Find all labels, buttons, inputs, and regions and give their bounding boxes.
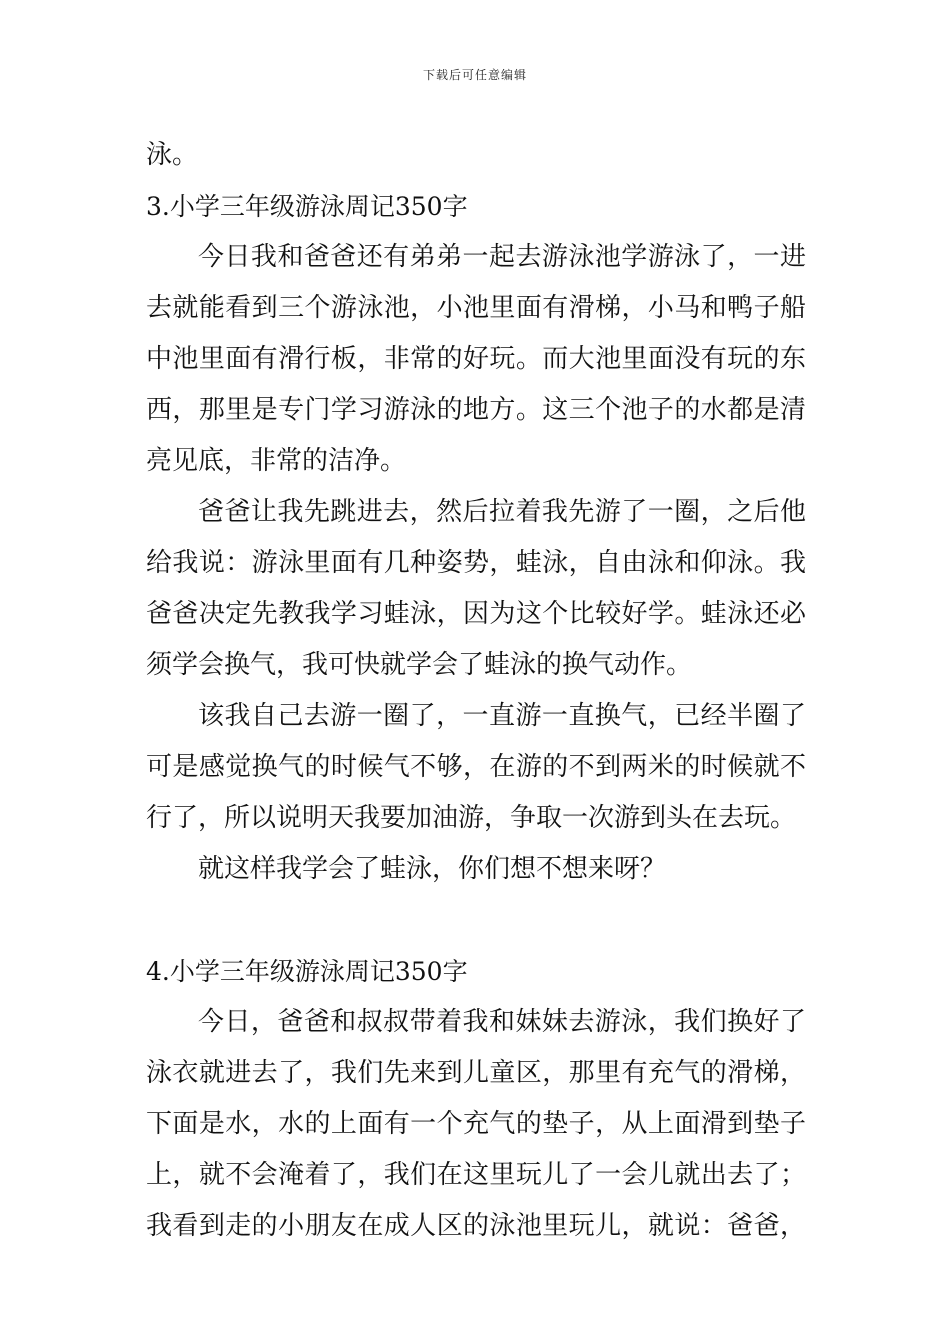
section-heading: 4.小学三年级游泳周记350字	[146, 957, 468, 986]
paragraph-line: 去就能看到三个游泳池，小池里面有滑梯，小马和鸭子船	[146, 293, 806, 323]
paragraph-line: 爸爸决定先教我学习蛙泳，因为这个比较好学。蛙泳还必	[146, 599, 806, 629]
page-header-note: 下载后可任意编辑	[422, 68, 527, 82]
paragraph-line: 给我说：游泳里面有几种姿势，蛙泳，自由泳和仰泳。我	[146, 548, 806, 578]
paragraph-line: 今日，爸爸和叔叔带着我和妹妹去游泳，我们换好了	[198, 1007, 806, 1037]
paragraph-line: 我看到走的小朋友在成人区的泳池里玩儿，就说：爸爸，	[146, 1211, 806, 1241]
paragraph-line: 爸爸让我先跳进去，然后拉着我先游了一圈，之后他	[198, 497, 806, 527]
paragraph-line: 今日我和爸爸还有弟弟一起去游泳池学游泳了，一进	[198, 242, 806, 272]
paragraph-line: 须学会换气，我可快就学会了蛙泳的换气动作。	[146, 650, 693, 680]
section-spacer	[146, 895, 806, 946]
paragraph-line: 亮见底，非常的洁净。	[146, 446, 407, 476]
paragraph-line: 下面是水，水的上面有一个充气的垫子，从上面滑到垫子	[146, 1109, 806, 1139]
paragraph-line: 可是感觉换气的时候气不够，在游的不到两米的时候就不	[146, 752, 806, 782]
paragraph-line: 行了，所以说明天我要加油游，争取一次游到头在去玩。	[146, 803, 797, 833]
paragraph-line: 西，那里是专门学习游泳的地方。这三个池子的水都是清	[146, 395, 806, 425]
paragraph-line: 泳衣就进去了，我们先来到儿童区，那里有充气的滑梯，	[146, 1058, 806, 1088]
paragraph-line: 该我自己去游一圈了，一直游一直换气，已经半圈了	[198, 701, 806, 731]
paragraph-line: 中池里面有滑行板，非常的好玩。而大池里面没有玩的东	[146, 344, 806, 374]
paragraph-line: 泳。	[146, 140, 199, 170]
section-heading: 3.小学三年级游泳周记350字	[146, 192, 468, 221]
document-body	[146, 130, 806, 1252]
paragraph-line: 就这样我学会了蛙泳，你们想不想来呀？	[198, 854, 667, 884]
paragraph-line: 上，就不会淹着了，我们在这里玩儿了一会儿就出去了；	[146, 1160, 806, 1190]
